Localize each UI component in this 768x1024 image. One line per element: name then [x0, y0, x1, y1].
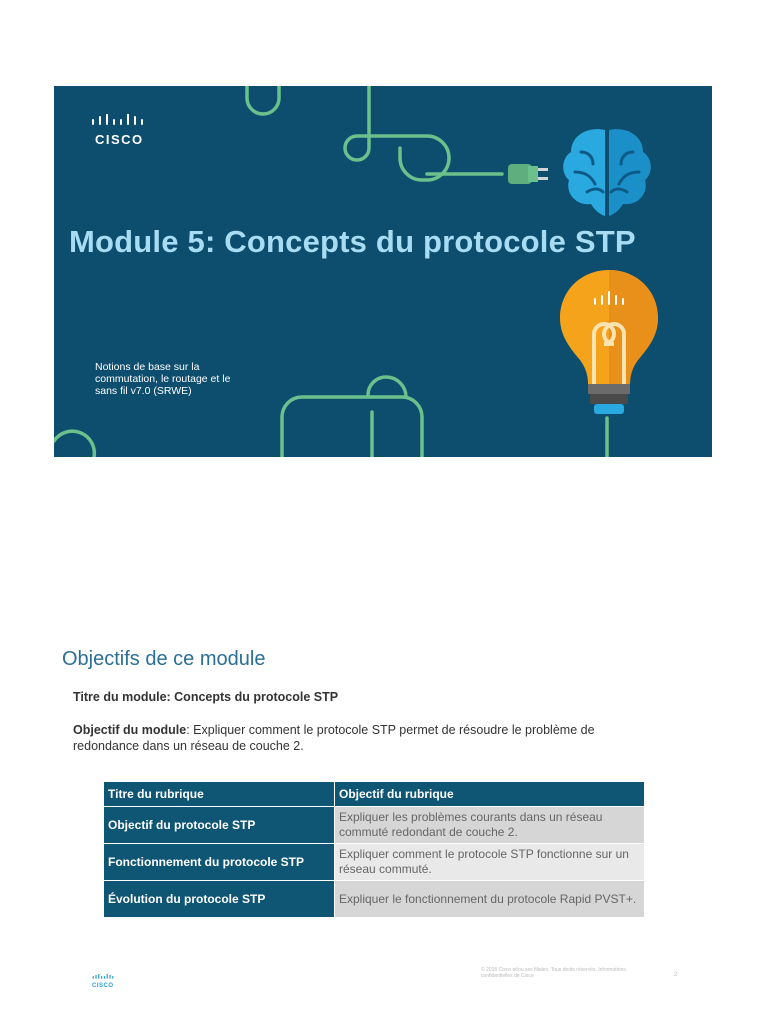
plug-icon [504, 160, 554, 190]
cisco-bars-icon [92, 974, 116, 980]
header-goal: Objectif du rubrique [335, 782, 645, 807]
objective-label: Objectif du module [73, 723, 187, 737]
table-row [104, 807, 645, 844]
topic-cell: Fonctionnement du protocole STP [104, 844, 335, 881]
objectives-heading: Objectifs de ce module [62, 648, 266, 670]
table-row [104, 844, 645, 881]
brain-icon [557, 122, 657, 222]
footer-copyright: © 2016 Cisco et/ou ses filiales. Tous droits réservés. Informations confidentielles de Cisco [481, 967, 626, 979]
logo-text: CISCO [95, 132, 144, 147]
module-title: Titre du module: Concepts du protocole STP [73, 690, 339, 704]
goal-cell: Expliquer comment le protocole STP fonctionne sur un réseau commuté. [335, 844, 645, 881]
module-objective [73, 722, 648, 754]
page-number: 2 [674, 972, 678, 978]
slide-subtitle: Notions de base sur la commutation, le routage et le sans fil v7.0 (SRWE) [95, 361, 231, 397]
cisco-logo [90, 114, 150, 147]
objective-text: : Expliquer comment le protocole STP permet de résoudre le problème de redondance dans un réseau de couche 2. [73, 723, 595, 753]
table-row [104, 881, 645, 918]
footer-cisco-logo [92, 967, 116, 989]
header-topic: Titre du rubrique [104, 782, 335, 807]
goal-cell: Expliquer les problèmes courants dans un réseau commuté redondant de couche 2. [335, 807, 645, 844]
footer-logo-text: CISCO [92, 983, 114, 989]
topic-cell: Évolution du protocole STP [104, 881, 335, 918]
title-slide [54, 86, 712, 457]
slide-title: Module 5: Concepts du protocole STP [69, 224, 636, 259]
topic-cell: Objectif du protocole STP [104, 807, 335, 844]
cisco-bars-icon [90, 114, 150, 128]
topics-table [103, 781, 645, 918]
lightbulb-icon [554, 266, 664, 426]
table-header-row [104, 782, 645, 807]
goal-cell: Expliquer le fonctionnement du protocole Rapid PVST+. [335, 881, 645, 918]
